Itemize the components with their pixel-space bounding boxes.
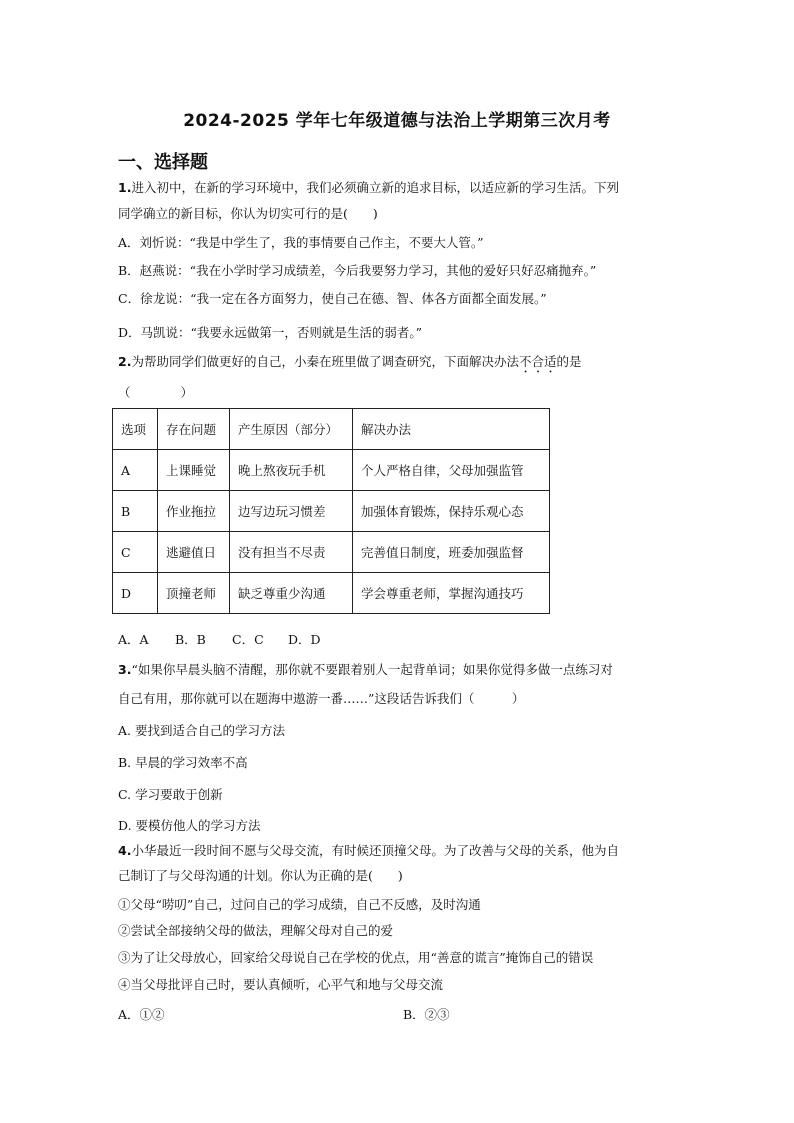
q2-stem-line1: 2.为帮助同学们做更好的自己，小秦在班里做了调查研究，下面解决办法不合适的是 xyxy=(118,354,582,369)
table-cell: B xyxy=(113,491,158,532)
q2-answer-a: A．A xyxy=(118,632,149,647)
q4-statement-1: ①父母“唠叨”自己，过问自己的学习成绩，自己不反感，及时沟通 xyxy=(118,897,481,912)
table-cell: 边写边玩习惯差 xyxy=(230,491,353,532)
table-cell: 完善值日制度，班委加强监督 xyxy=(353,532,550,573)
table-cell: 缺乏尊重少沟通 xyxy=(230,573,353,614)
q4-number: 4. xyxy=(118,843,132,858)
table-cell: 个人严格自律，父母加强监管 xyxy=(353,450,550,491)
q1-stem-line1: 1.进入初中，在新的学习环境中，我们必须确立新的追求目标，以适应新的学习生活。下列 xyxy=(118,180,619,195)
q2-stem-line2: （ ） xyxy=(118,385,194,400)
table-row xyxy=(113,491,550,532)
q4-statement-3: ③为了让父母放心，回家给父母说自己在学校的优点，用“善意的谎言”掩饰自己的错误 xyxy=(118,950,594,965)
q1-option-d: D．马凯说：“我要永远做第一，否则就是生活的弱者。” xyxy=(118,325,423,340)
q3-option-c: C. 学习要敢于创新 xyxy=(118,787,223,802)
q3-option-b: B. 早晨的学习效率不高 xyxy=(118,755,248,770)
table-cell: D xyxy=(113,573,158,614)
q4-statement-4: ④当父母批评自己时，要认真倾听，心平气和地与父母交流 xyxy=(118,977,444,992)
table-header-cell: 选项 xyxy=(113,409,158,450)
q4-stem-line2: 己制订了与父母沟通的计划。你认为正确的是( ) xyxy=(118,868,403,883)
section-heading: 一、选择题 xyxy=(118,152,208,173)
q2-answer-d: D．D xyxy=(288,632,321,647)
q1-number: 1. xyxy=(118,180,132,195)
q2-answer-b: B．B xyxy=(175,632,206,647)
table-header-cell: 解决办法 xyxy=(353,409,550,450)
q1-option-b: B．赵燕说：“我在小学时学习成绩差，今后我要努力学习，其他的爱好只好忍痛抛弃。” xyxy=(118,263,597,278)
q3-option-a: A. 要找到适合自己的学习方法 xyxy=(118,723,285,738)
table-row xyxy=(113,450,550,491)
q4-statement-2: ②尝试全部接纳父母的做法，理解父母对自己的爱 xyxy=(118,923,394,938)
q1-stem-line2: 同学确立的新目标，你认为切实可行的是( ) xyxy=(118,206,378,221)
q2-answer-c: C．C xyxy=(232,632,264,647)
table-header-cell: 存在问题 xyxy=(158,409,230,450)
page-title: 2024-2025 学年七年级道德与法治上学期第三次月考 xyxy=(183,111,611,131)
q1-option-a: A．刘忻说：“我是中学生了，我的事情要自己作主，不要大人管。” xyxy=(118,235,484,250)
q4-option-a: A．①② xyxy=(118,1007,165,1022)
table-header-cell: 产生原因（部分） xyxy=(230,409,353,450)
q2-emphasis: 不合适 xyxy=(518,354,557,369)
table-cell: 学会尊重老师，掌握沟通技巧 xyxy=(353,573,550,614)
table-cell: 晚上熬夜玩手机 xyxy=(230,450,353,491)
q3-option-d: D. 要模仿他人的学习方法 xyxy=(118,818,261,833)
table-cell: 没有担当不尽责 xyxy=(230,532,353,573)
q3-stem-line1: 3.“如果你早晨头脑不清醒，那你就不要跟着别人一起背单词；如果你觉得多做一点练习对 xyxy=(118,662,613,677)
q3-number: 3. xyxy=(118,662,132,677)
q2-number: 2. xyxy=(118,354,132,369)
q1-option-c: C．徐龙说：“我一定在各方面努力，使自己在德、智、体各方面都全面发展。” xyxy=(118,291,547,306)
table-cell: A xyxy=(113,450,158,491)
q4-stem-line1: 4.小华最近一段时间不愿与父母交流，有时候还顶撞父母。为了改善与父母的关系，他为自 xyxy=(118,843,619,858)
table-cell: 上课睡觉 xyxy=(158,450,230,491)
table-row xyxy=(113,532,550,573)
table-cell: 顶撞老师 xyxy=(158,573,230,614)
table-header-row xyxy=(113,409,550,450)
survey-table xyxy=(112,408,550,614)
table-cell: 逃避值日 xyxy=(158,532,230,573)
q4-option-b: B．②③ xyxy=(403,1007,450,1022)
table-cell: C xyxy=(113,532,158,573)
q3-stem-line2: 自己有用，那你就可以在题海中遨游一番……”这段话告诉我们（ ） xyxy=(118,691,525,706)
table-cell: 作业拖拉 xyxy=(158,491,230,532)
table-cell: 加强体育锻炼，保持乐观心态 xyxy=(353,491,550,532)
table-row xyxy=(113,573,550,614)
